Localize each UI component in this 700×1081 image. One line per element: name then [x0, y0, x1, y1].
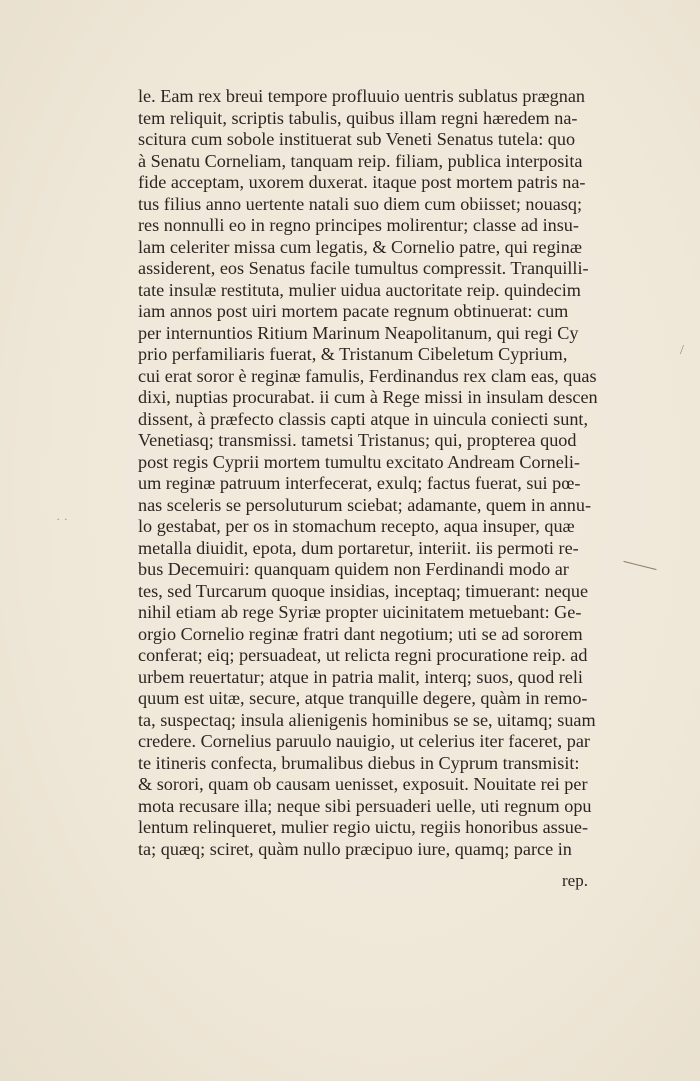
text-line: scitura cum sobole instituerat sub Veneti Senatus tutela: quo [138, 129, 576, 149]
text-line: res nonnulli eo in regno principes molirentur; classe ad insu- [138, 215, 579, 235]
text-line: metalla diuidit, epota, dum portaretur, interiit. iis permoti re- [138, 537, 579, 558]
text-line: ta; quæq; sciret, quàm nullo præcipuo iure, quamq; parce in [138, 838, 572, 859]
text-line: um reginæ patruum interfecerat, exulq; factus fuerat, sui pœ- [138, 473, 581, 493]
margin-stroke-icon [623, 561, 656, 570]
text-line: bus Decemuiri: quanquam quidem non Ferdinandi modo ar [138, 559, 569, 579]
text-line: lo gestabat, per os in stomachum recepto, aqua insuper, quæ [138, 516, 575, 536]
text-line: nas sceleris se persoluturum sciebat; adamante, quem in annu- [138, 494, 592, 515]
catchword: rep. [562, 871, 588, 890]
text-line: per internuntios Ritium Marinum Neapolitanum, qui regi Cy [138, 322, 579, 343]
text-line: Venetiasq; transmissi. tametsi Tristanus; qui, propterea quod [138, 430, 577, 450]
text-line: & sorori, quam ob causam uenisset, exposuit. Nouitate rei per [138, 774, 588, 794]
text-line: orgio Cornelio reginæ fratri dant negotium; uti se ad sororem [138, 623, 583, 644]
text-line: tus filius anno uertente natali suo diem cum obiisset; nouasq; [138, 193, 583, 214]
text-line: conferat; eiq; persuadeat, ut relicta regni procuratione reip. ad [138, 645, 588, 665]
text-line: tate insulæ restituta, mulier uidua auctoritate reip. quindecim [138, 279, 581, 300]
text-line: mota recusare illa; neque sibi persuaderi uelle, uti regnum opu [138, 795, 592, 816]
text-line: le. Eam rex breui tempore profluuio uentris sublatus prægnan [138, 86, 585, 106]
body-text [138, 86, 628, 860]
text-line: cui erat soror è reginæ famulis, Ferdinandus rex clam eas, quas [138, 365, 597, 386]
text-line: post regis Cyprii mortem tumultu excitato Andream Corneli- [138, 451, 580, 472]
text-line: dixi, nuptias procurabat. ii cum à Rege missi in insulam descen [138, 387, 598, 407]
text-line: fide acceptam, uxorem duxerat. itaque post mortem patris na- [138, 172, 586, 192]
text-line: ta, suspectaq; insula alienigenis hominibus se se, uitamq; suam [138, 709, 596, 730]
margin-ink-mark-icon: ˙ ˙ [56, 515, 68, 530]
text-line: tem reliquit, scriptis tabulis, quibus illam regni hæredem na- [138, 107, 578, 128]
text-line: lentum relinqueret, mulier regio uictu, regiis honoribus assue- [138, 817, 589, 837]
text-line: urbem reuertatur; atque in patria malit, interq; suos, quod reli [138, 666, 583, 687]
margin-tick-icon: / [680, 343, 684, 358]
text-line: nihil etiam ab rege Syriæ propter uicinitatem metuebant: Ge- [138, 602, 582, 622]
text-line: iam annos post uiri mortem pacate regnum obtinuerat: cum [138, 301, 569, 321]
text-line: à Senatu Corneliam, tanquam reip. filiam, publica interposita [138, 150, 583, 171]
text-line: dissent, à præfecto classis capti atque in uincula coniecti sunt, [138, 408, 589, 429]
text-line: te itineris confecta, brumalibus diebus in Cyprum transmisit: [138, 752, 580, 773]
text-line: tes, sed Turcarum quoque insidias, inceptaq; timuerant: neque [138, 580, 589, 601]
text-line: credere. Cornelius paruulo nauigio, ut celerius iter faceret, par [138, 731, 590, 751]
text-line: quum est uitæ, secure, atque tranquille degere, quàm in remo- [138, 688, 588, 708]
text-line: prio perfamiliaris fuerat, & Tristanum Cibeletum Cyprium, [138, 344, 568, 364]
text-line: lam celeriter missa cum legatis, & Cornelio patre, qui reginæ [138, 236, 582, 257]
text-line: assiderent, eos Senatus facile tumultus compressit. Tranquilli- [138, 258, 589, 278]
